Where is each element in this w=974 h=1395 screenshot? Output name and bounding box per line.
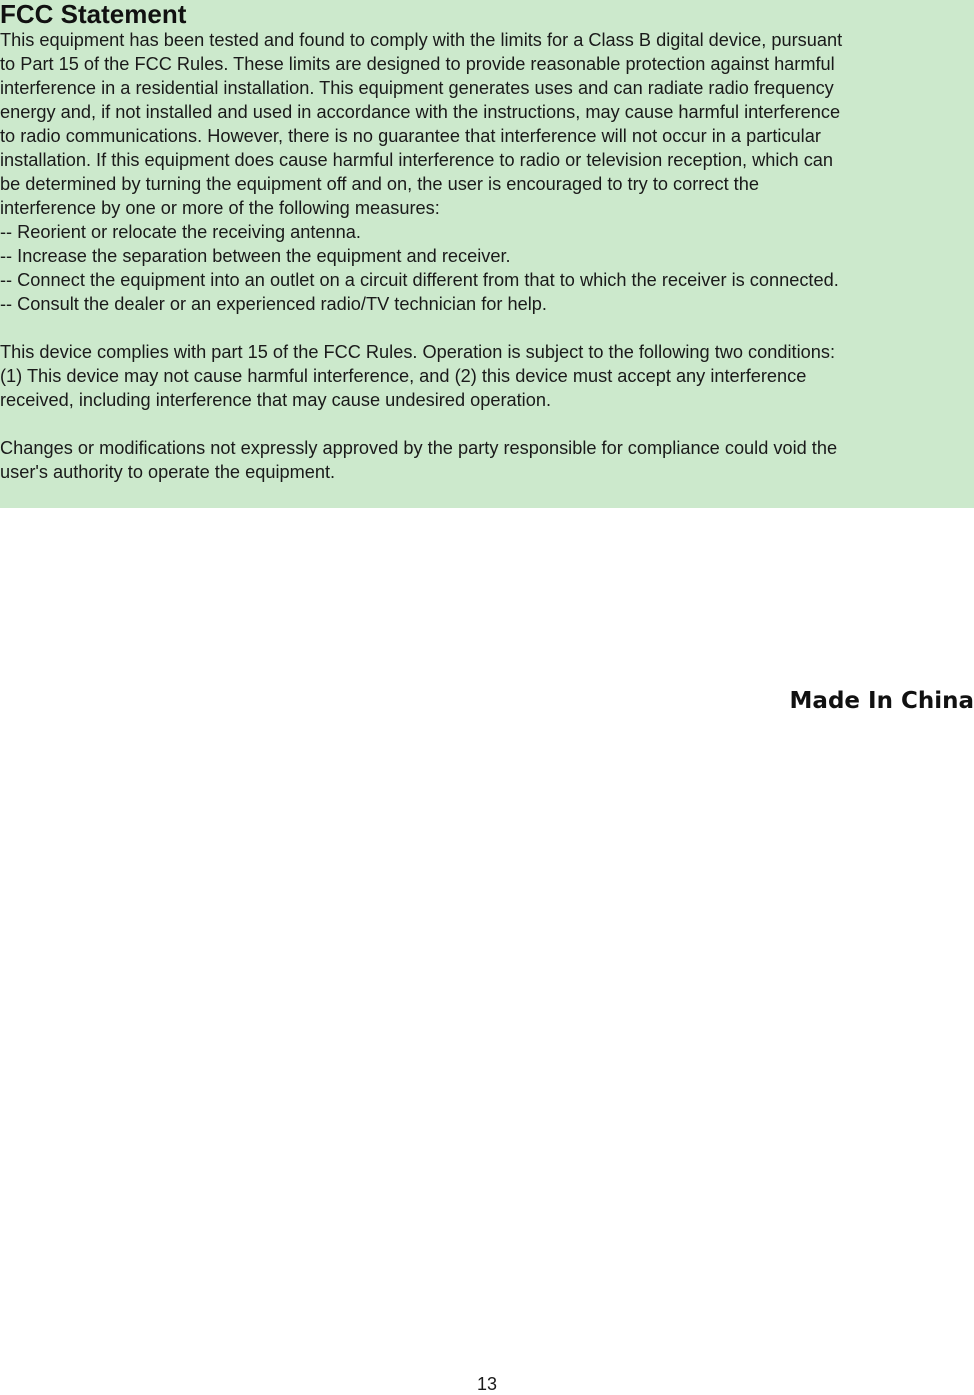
fcc-paragraph2-line: received, including interference that may cause undesired operation.	[0, 390, 552, 410]
fcc-paragraph2-line: This device complies with part 15 of the FCC Rules. Operation is subject to the following two conditions:	[0, 342, 835, 362]
fcc-paragraph2-line: (1) This device may not cause harmful interference, and (2) this device must accept any interference	[0, 366, 807, 386]
page-number: 13	[476, 1374, 498, 1394]
fcc-measure-item: -- Consult the dealer or an experienced radio/TV technician for help.	[0, 294, 547, 314]
paragraph-spacer	[0, 412, 974, 436]
paragraph-spacer	[0, 316, 974, 340]
fcc-paragraph3-line: user's authority to operate the equipment.	[0, 462, 336, 482]
fcc-paragraph1-line: installation. If this equipment does cause harmful interference to radio or television reception, which can	[0, 150, 834, 170]
fcc-paragraph1-line: energy and, if not installed and used in accordance with the instructions, may cause harmful interference	[0, 102, 841, 122]
fcc-measure-item: -- Increase the separation between the equipment and receiver.	[0, 246, 511, 266]
fcc-title: FCC Statement	[0, 0, 187, 29]
fcc-paragraph1-line: to radio communications. However, there is no guarantee that interference will not occur in a particular	[0, 126, 821, 146]
fcc-paragraph1-line: interference by one or more of the following measures:	[0, 198, 440, 218]
made-in-label: Made In China	[789, 688, 974, 714]
fcc-paragraph3-line: Changes or modifications not expressly approved by the party responsible for compliance could void the	[0, 438, 838, 458]
fcc-measure-item: -- Connect the equipment into an outlet on a circuit different from that to which the receiver is connected.	[0, 270, 839, 290]
fcc-paragraph1-line: interference in a residential installation. This equipment generates uses and can radiate radio frequency	[0, 78, 834, 98]
fcc-statement-box	[0, 0, 974, 508]
fcc-measure-item: -- Reorient or relocate the receiving antenna.	[0, 222, 361, 242]
fcc-paragraph1-line: to Part 15 of the FCC Rules. These limits are designed to provide reasonable protection against harmful	[0, 54, 835, 74]
fcc-paragraph1-line: be determined by turning the equipment off and on, the user is encouraged to try to correct the	[0, 174, 759, 194]
fcc-paragraph1-line: This equipment has been tested and found to comply with the limits for a Class B digital device, pursuant	[0, 30, 843, 50]
fcc-body	[0, 28, 974, 484]
